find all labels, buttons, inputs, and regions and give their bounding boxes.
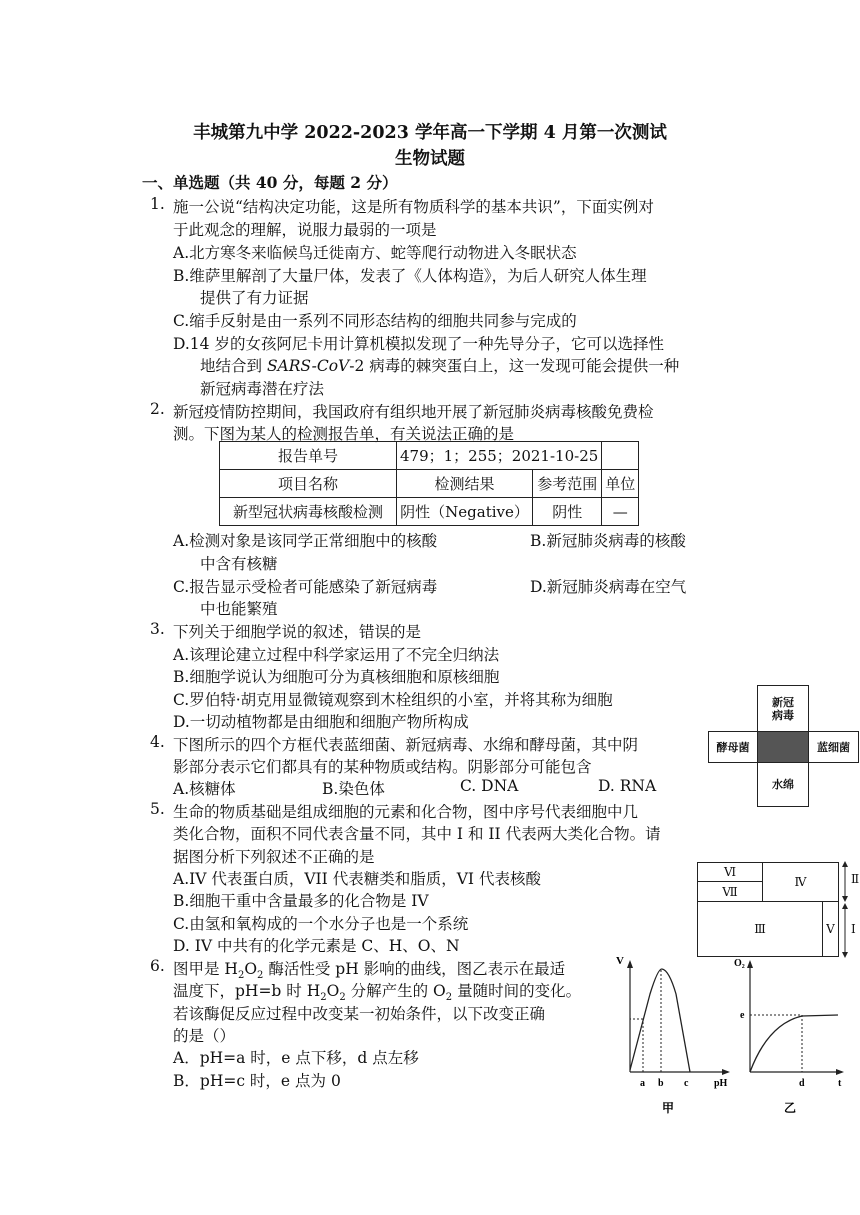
option-d: D.14 岁的女孩阿尼卡用计算机模拟发现了一种先导分子，它可以选择性 bbox=[173, 335, 664, 353]
box-left-yeast: 酵母菌 bbox=[708, 731, 758, 763]
table-cell: 479；1；255；2021-10-25 bbox=[397, 442, 602, 470]
tick-a: a bbox=[640, 1078, 645, 1089]
o2-curve bbox=[750, 1015, 838, 1072]
tick-c: c bbox=[684, 1078, 689, 1089]
option-d: D.一切动植物都是由细胞和细胞产物所构成 bbox=[173, 713, 469, 731]
table-cell: 报告单号 bbox=[220, 442, 397, 470]
option-d-cont: 新冠病毒潜在疗法 bbox=[200, 380, 325, 398]
label-d: d bbox=[799, 1078, 805, 1089]
option-b-cont: 提供了有力证据 bbox=[200, 289, 309, 307]
question-number: 5. bbox=[150, 800, 165, 818]
option-c: C.由氢和氧构成的一个水分子也是一个系统 bbox=[173, 915, 469, 933]
exam-subtitle: 生物试题 bbox=[395, 149, 465, 169]
question-stem: 的是（） bbox=[173, 1027, 236, 1045]
question-stem: 温度下，pH=b 时 $H_2O_2$ 分解产生的 $O_2$ 量随时间的变化。 bbox=[173, 982, 582, 1004]
option-a: A.IV 代表蛋白质，VII 代表糖类和脂质，VI 代表核酸 bbox=[173, 870, 541, 888]
question-stem: 施一公说“结构决定功能，这是所有物质科学的基本共识”，下面实例对 bbox=[173, 198, 654, 216]
table-cell: 项目名称 bbox=[220, 470, 397, 498]
option-d: D.新冠肺炎病毒在空气 bbox=[530, 578, 687, 596]
option-b: B．pH=c 时，e 点为 0 bbox=[173, 1072, 341, 1090]
option-cont: 中也能繁殖 bbox=[200, 600, 278, 618]
area-vii: Ⅶ bbox=[697, 881, 763, 902]
axis-label-o2: O₂ bbox=[734, 958, 745, 969]
area-iii: Ⅲ bbox=[697, 901, 823, 957]
option-c: C. DNA bbox=[460, 777, 519, 795]
question-stem: 图甲是 $H_2O_2$ 酶活性受 pH 影响的曲线，图乙表示在最适 bbox=[173, 960, 566, 982]
table-cell: 参考范围 bbox=[533, 470, 602, 498]
question-number: 1. bbox=[150, 195, 165, 213]
option-d: D. IV 中共有的化学元素是 C、H、O、N bbox=[173, 937, 460, 955]
area-iv: Ⅳ bbox=[762, 862, 839, 902]
exam-title: 丰城第九中学 2022-2023 学年高一下学期 4 月第一次测试 bbox=[193, 123, 667, 143]
graph-jia bbox=[627, 960, 730, 1075]
table-cell: 阴性（Negative） bbox=[397, 498, 533, 526]
table-cell: 检测结果 bbox=[397, 470, 533, 498]
option-c: C.缩手反射是由一系列不同形态结构的细胞共同参与完成的 bbox=[173, 312, 577, 330]
question-stem: 影部分表示它们都具有的某种物质或结构。阴影部分可能包含 bbox=[173, 758, 592, 776]
question-stem: 测。下图为某人的检测报告单，有关说法正确的是 bbox=[173, 425, 515, 443]
option-c: C.罗伯特·胡克用显微镜观察到木栓组织的小室，并将其称为细胞 bbox=[173, 691, 613, 709]
enzyme-graphs bbox=[606, 944, 860, 1119]
activity-curve bbox=[630, 969, 690, 1072]
question-stem: 据图分析下列叙述不正确的是 bbox=[173, 848, 375, 866]
shaded-region bbox=[757, 731, 809, 763]
option-b: B.染色体 bbox=[322, 780, 385, 798]
option-b: B.细胞学说认为细胞可分为真核细胞和原核细胞 bbox=[173, 668, 500, 686]
option-a: A.核糖体 bbox=[173, 780, 236, 798]
table-row bbox=[220, 442, 639, 470]
graph-yi bbox=[747, 960, 844, 1075]
question-stem: 下列关于细胞学说的叙述，错误的是 bbox=[173, 623, 422, 641]
option-a: A.该理论建立过程中科学家运用了不完全归纳法 bbox=[173, 646, 500, 664]
question-stem: 新冠疫情防控期间，我国政府有组织地开展了新冠肺炎病毒核酸免费检 bbox=[173, 403, 654, 421]
question-stem: 于此观念的理解，说服力最弱的一项是 bbox=[173, 221, 437, 239]
question-stem: 若该酶促反应过程中改变某一初始条件，以下改变正确 bbox=[173, 1005, 546, 1023]
table-cell bbox=[602, 442, 639, 470]
area-v: Ⅴ bbox=[822, 901, 839, 957]
area-vi: Ⅵ bbox=[697, 862, 763, 882]
report-table bbox=[219, 441, 639, 526]
question-number: 4. bbox=[150, 733, 165, 751]
table-cell: 单位 bbox=[602, 470, 639, 498]
question-number: 3. bbox=[150, 620, 165, 638]
option-a: A.检测对象是该同学正常细胞中的核酸 bbox=[173, 532, 438, 550]
option-b: B.细胞干重中含量最多的化合物是 IV bbox=[173, 892, 429, 910]
graph-label-yi: 乙 bbox=[784, 1101, 797, 1115]
option-d: D. RNA bbox=[598, 777, 657, 795]
label-i: Ⅰ bbox=[851, 922, 856, 936]
axis-label-ph: pH bbox=[714, 1078, 728, 1089]
table-cell: — bbox=[602, 498, 639, 526]
table-cell: 阴性 bbox=[533, 498, 602, 526]
box-bottom-spirogyra: 水绵 bbox=[757, 762, 809, 807]
question-stem: 类化合物，面积不同代表含量不同，其中 I 和 II 代表两大类化合物。请 bbox=[173, 825, 661, 843]
label-e: e bbox=[740, 1010, 745, 1021]
box-right-cyanobacteria: 蓝细菌 bbox=[808, 731, 859, 763]
option-b: B.新冠肺炎病毒的核酸 bbox=[530, 532, 686, 550]
option-cont: 中含有核糖 bbox=[200, 555, 278, 573]
label-ii: Ⅱ bbox=[851, 872, 860, 886]
option-c: C.报告显示受检者可能感染了新冠病毒 bbox=[173, 578, 438, 596]
axis-label-t: t bbox=[838, 1078, 842, 1089]
option-a: A．pH=a 时，e 点下移，d 点左移 bbox=[173, 1049, 419, 1067]
axis-label-v: V bbox=[616, 955, 624, 967]
question-number: 2. bbox=[150, 400, 165, 418]
section-heading: 一、单选题（共 40 分，每题 2 分） bbox=[142, 173, 398, 192]
option-d-cont: 地结合到 SARS-CoV-2 病毒的棘突蛋白上，这一发现可能会提供一种 bbox=[200, 357, 680, 375]
question-stem: 生命的物质基础是组成细胞的元素和化合物，图中序号代表细胞中几 bbox=[173, 803, 639, 821]
tick-b: b bbox=[658, 1078, 664, 1089]
box-top-virus: 新冠 病毒 bbox=[757, 685, 809, 732]
question-stem: 下图所示的四个方框代表蓝细菌、新冠病毒、水绵和酵母菌，其中阴 bbox=[173, 736, 639, 754]
option-b: B.维萨里解剖了大量尸体，发表了《人体构造》，为后人研究人体生理 bbox=[173, 267, 647, 285]
table-row bbox=[220, 498, 639, 526]
question-number: 6. bbox=[150, 957, 165, 975]
table-row bbox=[220, 470, 639, 498]
graph-label-jia: 甲 bbox=[662, 1101, 675, 1115]
table-cell: 新型冠状病毒核酸检测 bbox=[220, 498, 397, 526]
option-a: A.北方寒冬来临候鸟迁徙南方、蛇等爬行动物进入冬眠状态 bbox=[173, 244, 577, 262]
